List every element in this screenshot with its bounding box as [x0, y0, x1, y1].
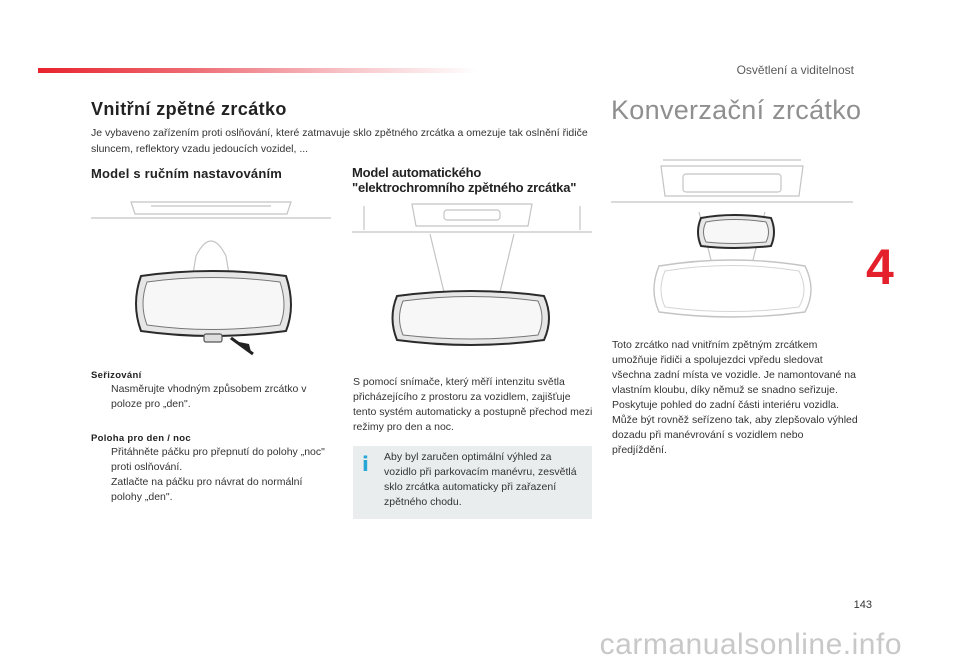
adjust-list: [91, 382, 331, 412]
convex-body-text: Toto zrcátko nad vnitřním zpětným zrcátkem umožňuje řidiči a spolujezdci vpředu sledovat všechna zadní místa ve vozidle. Je namontované na vlastním kloubu, díky němuž se snadno seřizuje. Poskytuje pohled do zadní části interiéru vozidla. Může být rovněž seřízeno tak, aby zlepšovalo výhled dozadu při manévrování s vozidlem nebo předjíždění.: [612, 339, 858, 456]
bullet-icon: [91, 445, 111, 475]
auto-body-text: S pomocí snímače, který měří intenzitu světla přicházejícího z prostoru za vozidlem, zajišťuje tento systém automaticky a postupně přechod mezi režimy pro den a noc.: [353, 376, 593, 433]
list-item: Nasměrujte vhodným způsobem zrcátko v poloze pro „den".: [91, 382, 331, 412]
section-title: Osvětlení a viditelnost: [736, 63, 854, 77]
auto-model-heading: Model automatického "elektrochromního zpětného zrcátka": [352, 165, 577, 195]
position-list: [91, 445, 331, 505]
header-accent-bar: [38, 68, 478, 73]
list-item: Zatlačte na páčku pro návrat do normální polohy „den".: [91, 475, 331, 505]
adjust-title: Seřizování: [91, 370, 142, 381]
auto-mirror-illustration: [352, 200, 592, 350]
manual-mirror-illustration: [91, 196, 331, 356]
chapter-number: 4: [866, 239, 894, 295]
manual-model-heading: Model s ručním nastavováním: [91, 166, 283, 181]
bullet-icon: [91, 475, 111, 505]
convex-mirror-title: Konverzační zrcátko: [611, 95, 862, 125]
page-title: Vnitřní zpětné zrcátko: [91, 99, 287, 119]
list-item: Přitáhněte páčku pro přepnutí do polohy „noc" proti oslňování.: [91, 445, 331, 475]
watermark: carmanualsonline.info: [599, 628, 902, 661]
intro-text: Je vybaveno zařízením proti oslňování, které zatmavuje sklo zpětného zrcátka a omezuje tak oslnění řidiče sluncem, reflektory vzadu jedoucích vozidel, ...: [91, 127, 588, 155]
bullet-icon: [91, 382, 111, 412]
info-icon: i: [362, 452, 369, 476]
position-title: Poloha pro den / noc: [91, 433, 191, 444]
page-number: 143: [853, 599, 872, 611]
info-note-text: Aby byl zaručen optimální výhled za vozidlo při parkovacím manévru, zesvětlá sklo zrcátka automaticky při zařazení zpětného chodu.: [384, 451, 577, 508]
convex-mirror-illustration: [611, 150, 853, 320]
